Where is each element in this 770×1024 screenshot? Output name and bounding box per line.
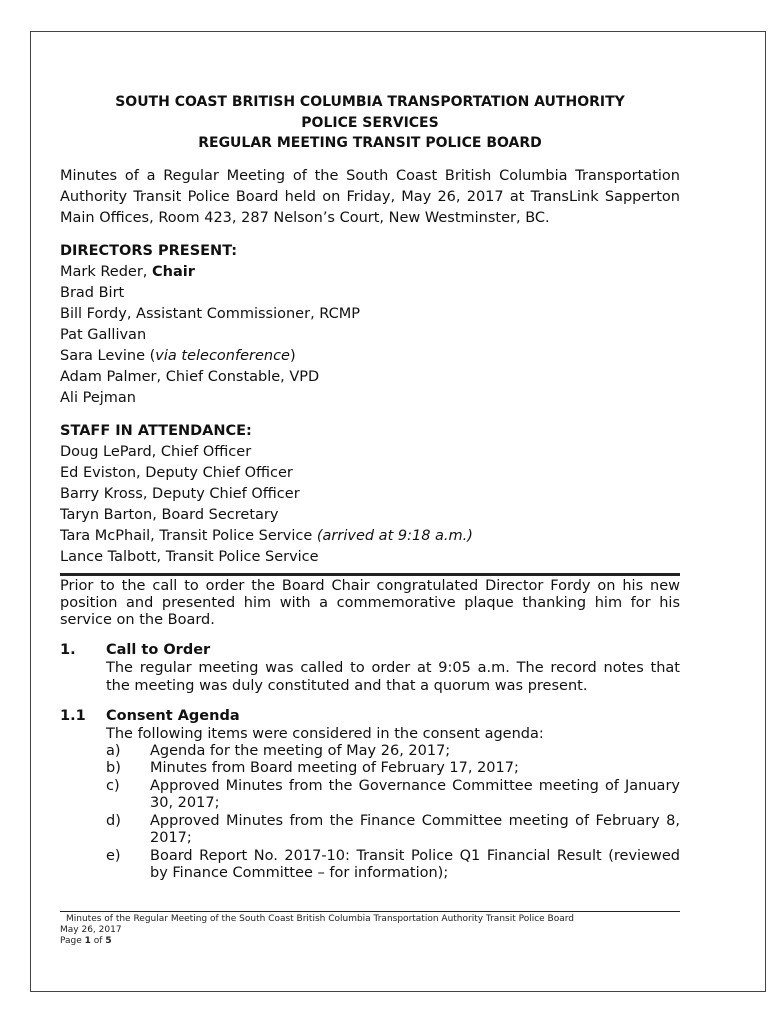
section-1-1-lead: The following items were considered in the consent agenda: bbox=[106, 725, 544, 742]
list-item-text: Approved Minutes from the Finance Committee meeting of February 8, 2017; bbox=[150, 812, 680, 846]
list-item-letter: d) bbox=[106, 812, 121, 829]
title-line-1: SOUTH COAST BRITISH COLUMBIA TRANSPORTATION AUTHORITY bbox=[115, 94, 625, 110]
list-item-letter: b) bbox=[106, 760, 121, 776]
list-item bbox=[106, 778, 680, 813]
list-item-text: Approved Minutes from the Governance Committee meeting of January 30, 2017; bbox=[150, 777, 680, 811]
footer-title: Minutes of the Regular Meeting of the South Coast British Columbia Transportation Authority Transit Police Board bbox=[66, 914, 575, 924]
footer-page-number bbox=[60, 936, 680, 947]
list-item-text: Agenda for the meeting of May 26, 2017; bbox=[150, 742, 451, 759]
staff-3: Barry Kross, Deputy Chief Officer bbox=[60, 485, 300, 502]
section-1-title: Call to Order bbox=[106, 641, 211, 658]
prior-paragraph: Prior to the call to order the Board Chair congratulated Director Fordy on his new position and presented him with a commemorative plaque thanking him for his service on the Board. bbox=[60, 577, 680, 628]
title-line-2: POLICE SERVICES bbox=[301, 114, 439, 131]
staff-5 bbox=[60, 526, 680, 547]
director-2: Brad Birt bbox=[60, 284, 125, 301]
section-divider bbox=[60, 573, 680, 576]
section-1-heading bbox=[60, 641, 680, 659]
section-1-1-heading bbox=[60, 707, 680, 725]
footer-page-word: Page bbox=[60, 936, 85, 946]
staff-2: Ed Eviston, Deputy Chief Officer bbox=[60, 464, 293, 481]
section-1-text: The regular meeting was called to order at 9:05 a.m. The record notes that the meeting was duly constituted and that a quorum was present. bbox=[106, 659, 680, 694]
page-footer bbox=[60, 911, 680, 947]
director-chair bbox=[60, 262, 680, 283]
staff-section bbox=[60, 421, 680, 568]
staff-6: Lance Talbott, Transit Police Service bbox=[60, 548, 319, 565]
list-item-text: Board Report No. 2017-10: Transit Police Q1 Financial Result (reviewed by Finance Committee – for information); bbox=[150, 847, 680, 881]
title-line-3: REGULAR MEETING TRANSIT POLICE BOARD bbox=[198, 135, 542, 151]
list-item bbox=[106, 848, 680, 883]
director-5 bbox=[60, 346, 680, 367]
staff-heading: STAFF IN ATTENDANCE: bbox=[60, 422, 252, 439]
director-5-note: via teleconference bbox=[155, 347, 290, 364]
director-7: Ali Pejman bbox=[60, 389, 136, 406]
footer-date: May 26, 2017 bbox=[60, 925, 122, 935]
directors-heading: DIRECTORS PRESENT: bbox=[60, 242, 238, 259]
staff-4: Taryn Barton, Board Secretary bbox=[60, 506, 279, 523]
director-4: Pat Gallivan bbox=[60, 326, 147, 343]
director-chair-name: Mark Reder, bbox=[60, 263, 153, 280]
director-chair-role: Chair bbox=[152, 263, 195, 280]
document-title bbox=[60, 92, 680, 154]
footer-of-word: of bbox=[90, 936, 106, 946]
director-5-name: Sara Levine ( bbox=[60, 347, 156, 364]
document-content bbox=[60, 62, 680, 883]
intro-paragraph: Minutes of a Regular Meeting of the South Coast British Columbia Transportation Authority Transit Police Board held on Friday, May 26, 2017 at TransLink Sapperton Main Offices, Room 423, 287 Nelson’s Court, New Westminster, BC. bbox=[60, 167, 680, 226]
section-1-1-body bbox=[60, 725, 680, 883]
section-1-1-title: Consent Agenda bbox=[106, 707, 240, 724]
director-5-end: ) bbox=[289, 347, 296, 364]
staff-5-note: (arrived at 9:18 a.m.) bbox=[316, 527, 473, 544]
staff-1: Doug LePard, Chief Officer bbox=[60, 443, 252, 460]
staff-5-name: Tara McPhail, Transit Police Service bbox=[60, 527, 317, 544]
list-item-letter: c) bbox=[106, 777, 120, 794]
director-6: Adam Palmer, Chief Constable, VPD bbox=[60, 368, 320, 385]
directors-section bbox=[60, 241, 680, 409]
list-item-letter: a) bbox=[106, 742, 121, 759]
footer-page-current: 1 bbox=[84, 936, 91, 946]
list-item bbox=[106, 760, 680, 778]
list-item bbox=[106, 813, 680, 848]
list-item-letter: e) bbox=[106, 847, 121, 864]
director-3: Bill Fordy, Assistant Commissioner, RCMP bbox=[60, 305, 361, 322]
footer-page-total: 5 bbox=[105, 936, 112, 946]
section-1-1-number: 1.1 bbox=[60, 707, 86, 724]
section-1-number: 1. bbox=[60, 641, 76, 658]
list-item-text: Minutes from Board meeting of February 17, 2017; bbox=[150, 760, 519, 776]
list-item bbox=[106, 743, 680, 761]
